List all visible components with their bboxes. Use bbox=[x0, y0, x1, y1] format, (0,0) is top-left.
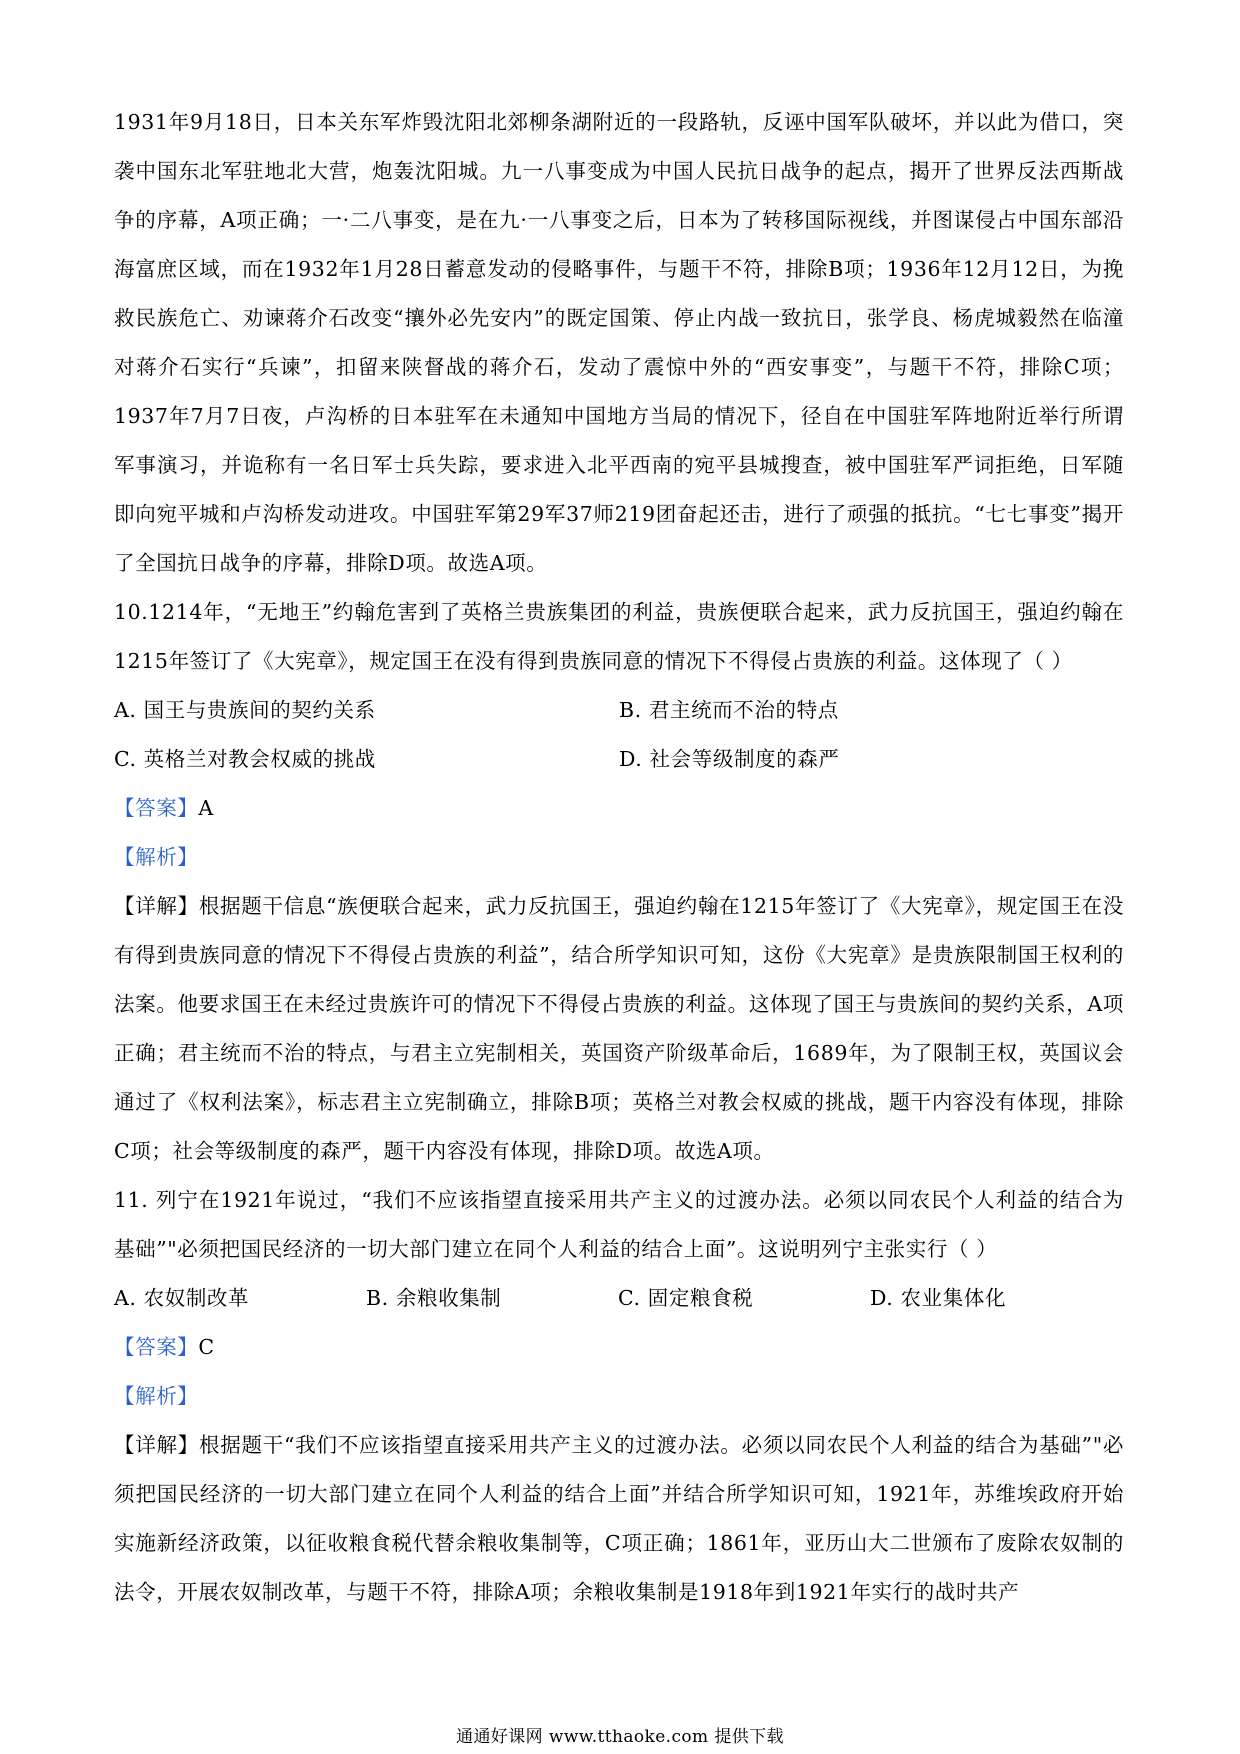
q10-answer-tag: 【答案】 bbox=[114, 796, 199, 820]
q10-detail-text: 根据题干信息“族便联合起来，武力反抗国王，强迫约翰在1215年签订了《大宪章》，规定国王在没有得到贵族同意的情况下不得侵占贵族的利益”，结合所学知识可知，这份《大宪章》是贵族限制国王权利的法案。他要求国王在未经过贵族许可的情况下不得侵占贵族的利益。这体现了国王与贵族间的契约关系，A项正确；君主统而不治的特点，与君主立宪制相关，英国资产阶级革命后，1689年，为了限制王权，英国议会通过了《权利法案》，标志君主立宪制确立，排除B项；英格兰对教会权威的挑战，题干内容没有体现，排除C项；社会等级制度的森严，题干内容没有体现，排除D项。故选A项。 bbox=[114, 894, 1124, 1163]
q10-option-a: A. 国王与贵族间的契约关系 bbox=[114, 698, 376, 722]
q10-option-d: D. 社会等级制度的森严 bbox=[619, 747, 840, 771]
q11-option-b: B. 余粮收集制 bbox=[366, 1286, 502, 1310]
q10-analysis bbox=[114, 833, 1124, 882]
page-footer: 通通好课网 www.tthaoke.com 提供下载 bbox=[456, 1727, 784, 1747]
q11-answer-tag: 【答案】 bbox=[114, 1335, 199, 1359]
q10-answer bbox=[114, 784, 1124, 833]
q11-detail-tag: 【详解】 bbox=[114, 1433, 200, 1457]
q10-analysis-tag: 【解析】 bbox=[114, 845, 199, 869]
q11-option-a: A. 农奴制改革 bbox=[114, 1286, 250, 1310]
q11-option-d: D. 农业集体化 bbox=[870, 1286, 1007, 1310]
q10-options-row-1 bbox=[114, 686, 1124, 735]
q11-analysis bbox=[114, 1372, 1124, 1421]
q10-option-b: B. 君主统而不治的特点 bbox=[619, 698, 839, 722]
q11-analysis-tag: 【解析】 bbox=[114, 1384, 199, 1408]
q11-detail bbox=[114, 1421, 1124, 1617]
q11-detail-text: 根据题干“我们不应该指望直接采用共产主义的过渡办法。必须以同农民个人利益的结合为基础”"必须把国民经济的一切大部门建立在同个人利益的结合上面”并结合所学知识可知，1921年，苏维埃政府开始实施新经济政策，以征收粮食税代替余粮收集制等，C项正确；1861年，亚历山大二世颁布了废除农奴制的法令，开展农奴制改革，与题干不符，排除A项；余粮收集制是1918年到1921年实行的战时共产 bbox=[114, 1433, 1124, 1604]
q10-option-c: C. 英格兰对教会权威的挑战 bbox=[114, 747, 376, 771]
q11-stem: 11. 列宁在1921年说过，“我们不应该指望直接采用共产主义的过渡办法。必须以同农民个人利益的结合为基础”"必须把国民经济的一切大部门建立在同个人利益的结合上面”。这说明列宁主张实行（ ） bbox=[114, 1188, 1124, 1261]
q11-options-row bbox=[114, 1274, 1124, 1323]
document-content bbox=[114, 98, 1124, 1617]
q11-answer bbox=[114, 1323, 1124, 1372]
q10-stem: 10.1214年，“无地王”约翰危害到了英格兰贵族集团的利益，贵族便联合起来，武力反抗国王，强迫约翰在1215年签订了《大宪章》，规定国王在没有得到贵族同意的情况下不得侵占贵族的利益。这体现了（ ） bbox=[114, 600, 1124, 673]
q10-answer-value: A bbox=[198, 796, 214, 820]
q10-detail-tag: 【详解】 bbox=[114, 894, 199, 918]
q10-detail bbox=[114, 882, 1124, 1176]
q9-analysis-paragraph: 1931年9月18日，日本关东军炸毁沈阳北郊柳条湖附近的一段路轨，反诬中国军队破坏，并以此为借口，突袭中国东北军驻地北大营，炮轰沈阳城。九一八事变成为中国人民抗日战争的起点，揭开了世界反法西斯战争的序幕，A项正确；一·二八事变，是在九·一八事变之后，日本为了转移国际视线，并图谋侵占中国东部沿海富庶区域，而在1932年1月28日蓄意发动的侵略事件，与题干不符，排除B项；1936年12月12日，为挽救民族危亡、劝谏蒋介石改变“攘外必先安内”的既定国策、停止内战一致抗日，张学良、杨虎城毅然在临潼对蒋介石实行“兵谏”，扣留来陕督战的蒋介石，发动了震惊中外的“西安事变”，与题干不符，排除C项；1937年7月7日夜，卢沟桥的日本驻军在未通知中国地方当局的情况下，径自在中国驻军阵地附近举行所谓军事演习，并诡称有一名日军士兵失踪，要求进入北平西南的宛平县城搜查，被中国驻军严词拒绝，日军随即向宛平城和卢沟桥发动进攻。中国驻军第29军37师219团奋起还击，进行了顽强的抵抗。“七七事变”揭开了全国抗日战争的序幕，排除D项。故选A项。 bbox=[114, 110, 1124, 575]
q11-option-c: C. 固定粮食税 bbox=[618, 1286, 754, 1310]
q11-answer-value: C bbox=[198, 1335, 215, 1359]
q10-options-row-2 bbox=[114, 735, 1124, 784]
